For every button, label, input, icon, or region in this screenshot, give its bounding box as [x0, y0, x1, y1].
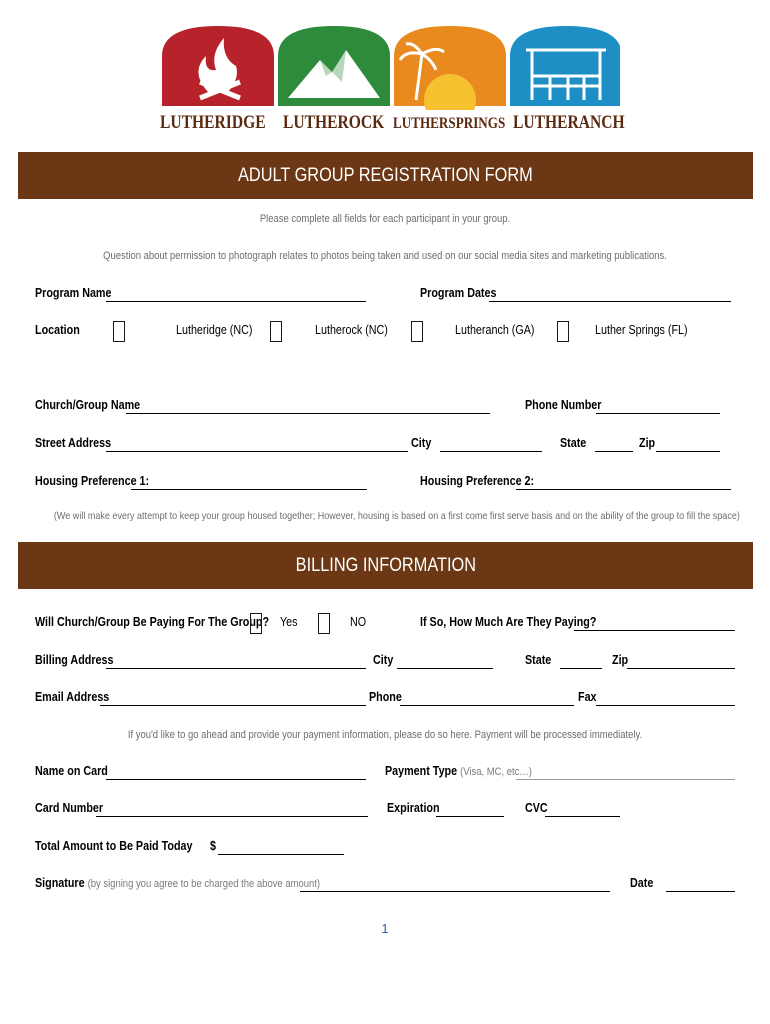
payment-type-text: Payment Type: [385, 764, 458, 778]
name-on-card-label: Name on Card: [35, 764, 108, 778]
signature-hint: (by signing you agree to be charged the above amount): [87, 878, 321, 890]
how-much-field[interactable]: [574, 630, 735, 631]
email-address-field[interactable]: [100, 705, 366, 706]
brand-lutheranch: LUTHERANCH: [513, 112, 625, 133]
payment-type-label: [385, 764, 532, 778]
city-label: City: [411, 436, 432, 450]
billing-zip-field[interactable]: [627, 668, 735, 669]
housing-pref-2-field[interactable]: [516, 489, 731, 490]
paying-question-label: Will Church/Group Be Paying For The Group?: [35, 615, 270, 629]
how-much-label: If So, How Much Are They Paying?: [420, 615, 597, 629]
city-field[interactable]: [440, 451, 542, 452]
lutheranch-checkbox[interactable]: [411, 321, 423, 342]
brand-lutherock: LUTHEROCK: [283, 112, 385, 133]
housing-pref-2-label: Housing Preference 2:: [420, 474, 535, 488]
fax-label: Fax: [578, 690, 597, 704]
brand-luthersprings: LUTHERSPRINGS: [393, 115, 506, 132]
signature-text: Signature: [35, 876, 85, 890]
card-number-field[interactable]: [96, 816, 368, 817]
note-complete: Please complete all fields for each participant in your group.: [259, 213, 511, 225]
state-label: State: [560, 436, 587, 450]
billing-state-label: State: [525, 653, 552, 667]
billing-address-label: Billing Address: [35, 653, 114, 667]
church-group-label: Church/Group Name: [35, 398, 141, 412]
church-group-field[interactable]: [126, 413, 490, 414]
zip-field[interactable]: [656, 451, 720, 452]
billing-city-label: City: [373, 653, 394, 667]
email-address-label: Email Address: [35, 690, 110, 704]
state-field[interactable]: [595, 451, 633, 452]
note-payment: If you'd like to go ahead and provide your payment information, please do so here. Payment will be processed immediately.: [127, 729, 643, 741]
luther-springs-checkbox[interactable]: [557, 321, 569, 342]
billing-city-field[interactable]: [397, 668, 493, 669]
signature-date-label: Date: [630, 876, 654, 890]
lutherock-checkbox[interactable]: [270, 321, 282, 342]
lutheranch-option: Lutheranch (GA): [455, 323, 535, 337]
billing-banner: [18, 542, 753, 589]
program-dates-field[interactable]: [489, 301, 731, 302]
logo-arches: [160, 20, 620, 110]
phone-number-label: Phone Number: [525, 398, 602, 412]
billing-state-field[interactable]: [560, 668, 602, 669]
paying-no-option: NO: [350, 615, 367, 629]
cvc-label: CVC: [525, 801, 548, 815]
street-address-field[interactable]: [106, 451, 408, 452]
housing-pref-1-label: Housing Preference 1:: [35, 474, 150, 488]
form-title-banner: [18, 152, 753, 199]
name-on-card-field[interactable]: [106, 779, 366, 780]
total-amount-label: Total Amount to Be Paid Today: [35, 839, 193, 853]
location-label: Location: [35, 323, 80, 337]
dollar-sign: $: [210, 839, 216, 853]
paying-no-checkbox[interactable]: [318, 613, 330, 634]
lutherock-option: Lutherock (NC): [315, 323, 388, 337]
billing-title: BILLING INFORMATION: [295, 554, 476, 576]
luther-springs-option: Luther Springs (FL): [595, 323, 688, 337]
signature-label: [35, 876, 320, 890]
billing-zip-label: Zip: [612, 653, 629, 667]
signature-date-field[interactable]: [666, 891, 735, 892]
card-number-label: Card Number: [35, 801, 104, 815]
billing-phone-label: Phone: [369, 690, 402, 704]
payment-type-hint: (Visa, MC, etc…): [460, 766, 532, 778]
street-address-label: Street Address: [35, 436, 112, 450]
zip-label: Zip: [639, 436, 656, 450]
paying-yes-option: Yes: [280, 615, 298, 629]
form-title: ADULT GROUP REGISTRATION FORM: [238, 164, 533, 186]
lutheranch-arch: [510, 26, 620, 106]
expiration-label: Expiration: [387, 801, 440, 815]
housing-pref-1-field[interactable]: [131, 489, 367, 490]
paying-yes-checkbox[interactable]: [250, 613, 262, 634]
program-name-field[interactable]: [106, 301, 366, 302]
lutheridge-option: Lutheridge (NC): [176, 323, 253, 337]
billing-address-field[interactable]: [106, 668, 366, 669]
signature-field[interactable]: [300, 891, 610, 892]
lutheridge-checkbox[interactable]: [113, 321, 125, 342]
program-name-label: Program Name: [35, 286, 112, 300]
brand-lutheridge: LUTHERIDGE: [160, 112, 266, 133]
phone-number-field[interactable]: [596, 413, 720, 414]
payment-type-field[interactable]: [516, 779, 735, 780]
program-dates-label: Program Dates: [420, 286, 497, 300]
note-housing: (We will make every attempt to keep your group housed together; However, housing is based on a first come first serve basis and on the ability of the group to fill the space): [53, 510, 740, 522]
note-photo: Question about permission to photograph relates to photos being taken and used on our social media sites and marketing publications.: [103, 250, 667, 262]
billing-phone-field[interactable]: [400, 705, 574, 706]
page-number: 1: [381, 921, 389, 936]
fax-field[interactable]: [596, 705, 735, 706]
cvc-field[interactable]: [545, 816, 620, 817]
total-amount-field[interactable]: [218, 854, 344, 855]
expiration-field[interactable]: [436, 816, 504, 817]
